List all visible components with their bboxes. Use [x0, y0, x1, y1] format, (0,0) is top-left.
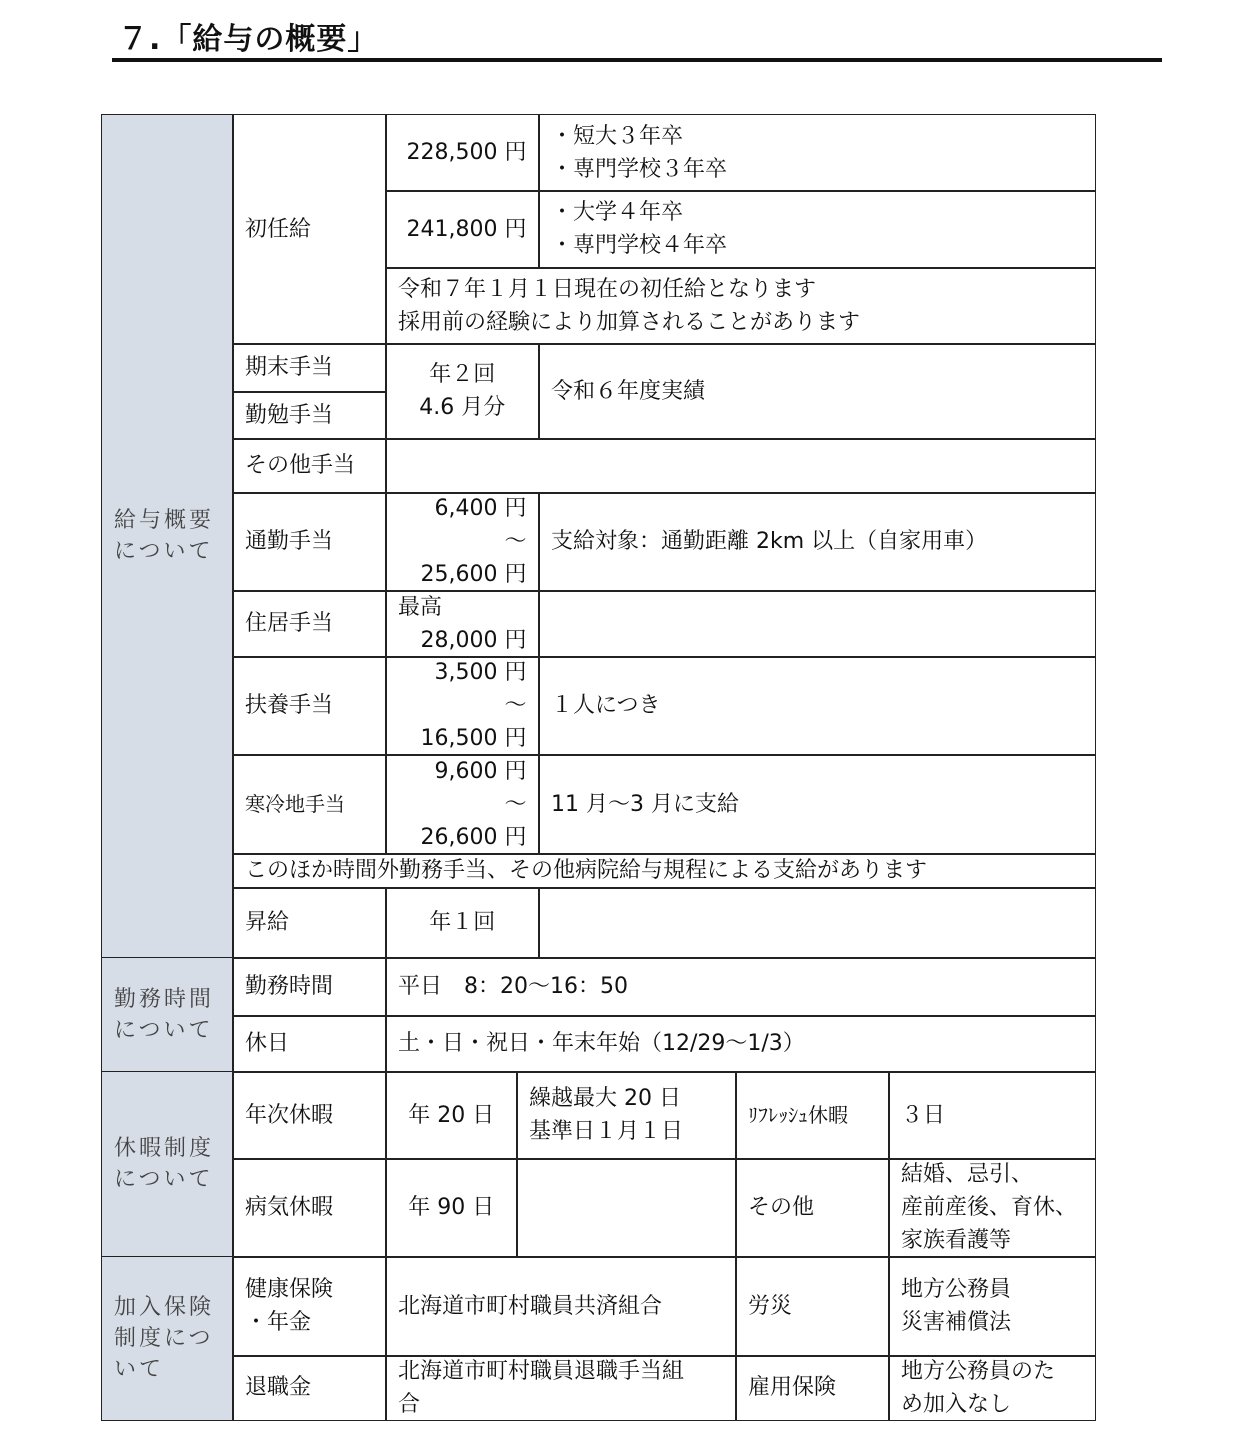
health-pension-label-line: ・年金	[245, 1310, 312, 1336]
housing-amount-line: 最高	[398, 594, 443, 620]
annual-leave-note-line: 繰越最大 20 日	[529, 1086, 681, 1112]
bonus-note: 令和６年度実績	[538, 343, 1096, 440]
work-injury-value	[888, 1256, 1096, 1357]
bonus-amount-line: 年２回	[429, 362, 496, 388]
health-pension-label-line: 健康保険	[245, 1277, 334, 1303]
commute-note: 支給対象：通勤距離 2km 以上（自家用車）	[538, 492, 1096, 592]
other-leave-value-line: 結婚、忌引、	[901, 1162, 1034, 1188]
holidays-label: 休日	[232, 1015, 387, 1073]
starting-salary-amount-2: 241,800 円	[385, 190, 540, 269]
raise-label: 昇給	[232, 887, 387, 959]
commute-amount-line: 6,400 円	[434, 496, 527, 522]
starting-salary-notes-2-line: ・専門学校４年卒	[551, 233, 728, 259]
category-insurance	[101, 1256, 234, 1421]
retirement-value-line: 北海道市町村職員退職手当組	[398, 1358, 685, 1384]
starting-salary-label: 初任給	[232, 114, 387, 345]
employment-insurance-value-line: め加入なし	[901, 1391, 1012, 1417]
cold-region-label: 寒冷地手当	[232, 754, 387, 855]
raise-note	[538, 887, 1096, 959]
dependent-amount-line: 16,500 円	[420, 726, 527, 752]
work-hours-value: 平日 8：20～16：50	[385, 957, 1096, 1017]
starting-salary-amount-1: 228,500 円	[385, 114, 540, 192]
other-leave-value-line: 産前産後、育休、	[901, 1195, 1078, 1221]
retirement-value-line: 合	[398, 1391, 421, 1417]
category-leave-line: 休暇制度	[114, 1136, 215, 1162]
commute-amount	[385, 492, 540, 592]
starting-salary-notes-1	[538, 114, 1096, 192]
starting-salary-note	[385, 267, 1096, 345]
other-allowance-value	[385, 438, 1096, 494]
category-insurance-line: 制度につ	[114, 1325, 214, 1351]
sick-leave-note	[516, 1158, 737, 1258]
category-salary-line: について	[114, 539, 214, 565]
bonus-label-2: 勤勉手当	[232, 391, 387, 440]
raise-value: 年１回	[385, 887, 540, 959]
housing-amount-line: 28,000 円	[420, 627, 527, 653]
starting-salary-notes-1-line: ・専門学校３年卒	[551, 156, 728, 182]
page-title: ７.「給与の概要」	[118, 22, 379, 57]
other-leave-label: その他	[735, 1158, 890, 1258]
cold-region-amount	[385, 754, 540, 855]
cold-region-amount-line: 9,600 円	[434, 758, 527, 784]
commute-amount-line: ～	[504, 529, 527, 555]
holidays-value: 土・日・祝日・年末年始（12/29～1/3）	[385, 1015, 1096, 1073]
retirement-value	[385, 1355, 737, 1421]
employment-insurance-value-line: 地方公務員のた	[901, 1358, 1056, 1384]
housing-label: 住居手当	[232, 590, 387, 658]
other-leave-value-line: 家族看護等	[901, 1228, 1012, 1254]
health-pension-value: 北海道市町村職員共済組合	[385, 1256, 737, 1357]
starting-salary-notes-2-line: ・大学４年卒	[551, 200, 684, 226]
employment-insurance-value	[888, 1355, 1096, 1421]
work-injury-label: 労災	[735, 1256, 890, 1357]
other-leave-value	[888, 1158, 1096, 1258]
commute-label: 通勤手当	[232, 492, 387, 592]
category-salary-line: 給与概要	[114, 508, 215, 534]
category-hours	[101, 957, 234, 1073]
category-leave	[101, 1071, 234, 1258]
housing-note	[538, 590, 1096, 658]
employment-insurance-label: 雇用保険	[735, 1355, 890, 1421]
commute-amount-line: 25,600 円	[420, 562, 527, 588]
annual-leave-label: 年次休暇	[232, 1071, 387, 1160]
sick-leave-value: 年 90 日	[385, 1158, 518, 1258]
dependent-note: １人につき	[538, 656, 1096, 756]
starting-salary-note-line: 令和７年１月１日現在の初任給となります	[398, 276, 817, 302]
refresh-leave-value: ３日	[888, 1071, 1096, 1160]
housing-amount	[385, 590, 540, 658]
category-leave-line: について	[114, 1167, 214, 1193]
dependent-amount	[385, 656, 540, 756]
annual-leave-note-line: 基準日１月１日	[529, 1119, 684, 1145]
dependent-amount-line: ～	[504, 693, 527, 719]
category-hours-line: 勤務時間	[114, 986, 215, 1012]
starting-salary-notes-1-line: ・短大３年卒	[551, 123, 684, 149]
bonus-label-1: 期末手当	[232, 343, 387, 393]
starting-salary-notes-2	[538, 190, 1096, 269]
starting-salary-note-line: 採用前の経験により加算されることがあります	[398, 309, 861, 335]
category-insurance-line: いて	[114, 1356, 165, 1382]
health-pension-label	[232, 1256, 387, 1357]
dependent-label: 扶養手当	[232, 656, 387, 756]
annual-leave-note	[516, 1071, 737, 1160]
annual-leave-value: 年 20 日	[385, 1071, 518, 1160]
retirement-label: 退職金	[232, 1355, 387, 1421]
work-hours-label: 勤務時間	[232, 957, 387, 1017]
other-allowance-label: その他手当	[232, 438, 387, 494]
bonus-amount	[385, 343, 540, 440]
category-hours-line: について	[114, 1017, 214, 1043]
category-insurance-line: 加入保険	[114, 1294, 215, 1320]
work-injury-value-line: 災害補償法	[901, 1310, 1012, 1336]
bonus-amount-line: 4.6 月分	[419, 395, 506, 421]
work-injury-value-line: 地方公務員	[901, 1277, 1012, 1303]
dependent-amount-line: 3,500 円	[434, 660, 527, 686]
refresh-leave-label: ﾘﾌﾚｯｼｭ休暇	[735, 1071, 890, 1160]
sick-leave-label: 病気休暇	[232, 1158, 387, 1258]
cold-region-amount-line: ～	[504, 791, 527, 817]
cold-region-note: 11 月～3 月に支給	[538, 754, 1096, 855]
category-salary	[101, 114, 234, 959]
extra-allowance-note: このほか時間外勤務手当、その他病院給与規程による支給があります	[232, 853, 1096, 889]
cold-region-amount-line: 26,600 円	[420, 824, 527, 850]
